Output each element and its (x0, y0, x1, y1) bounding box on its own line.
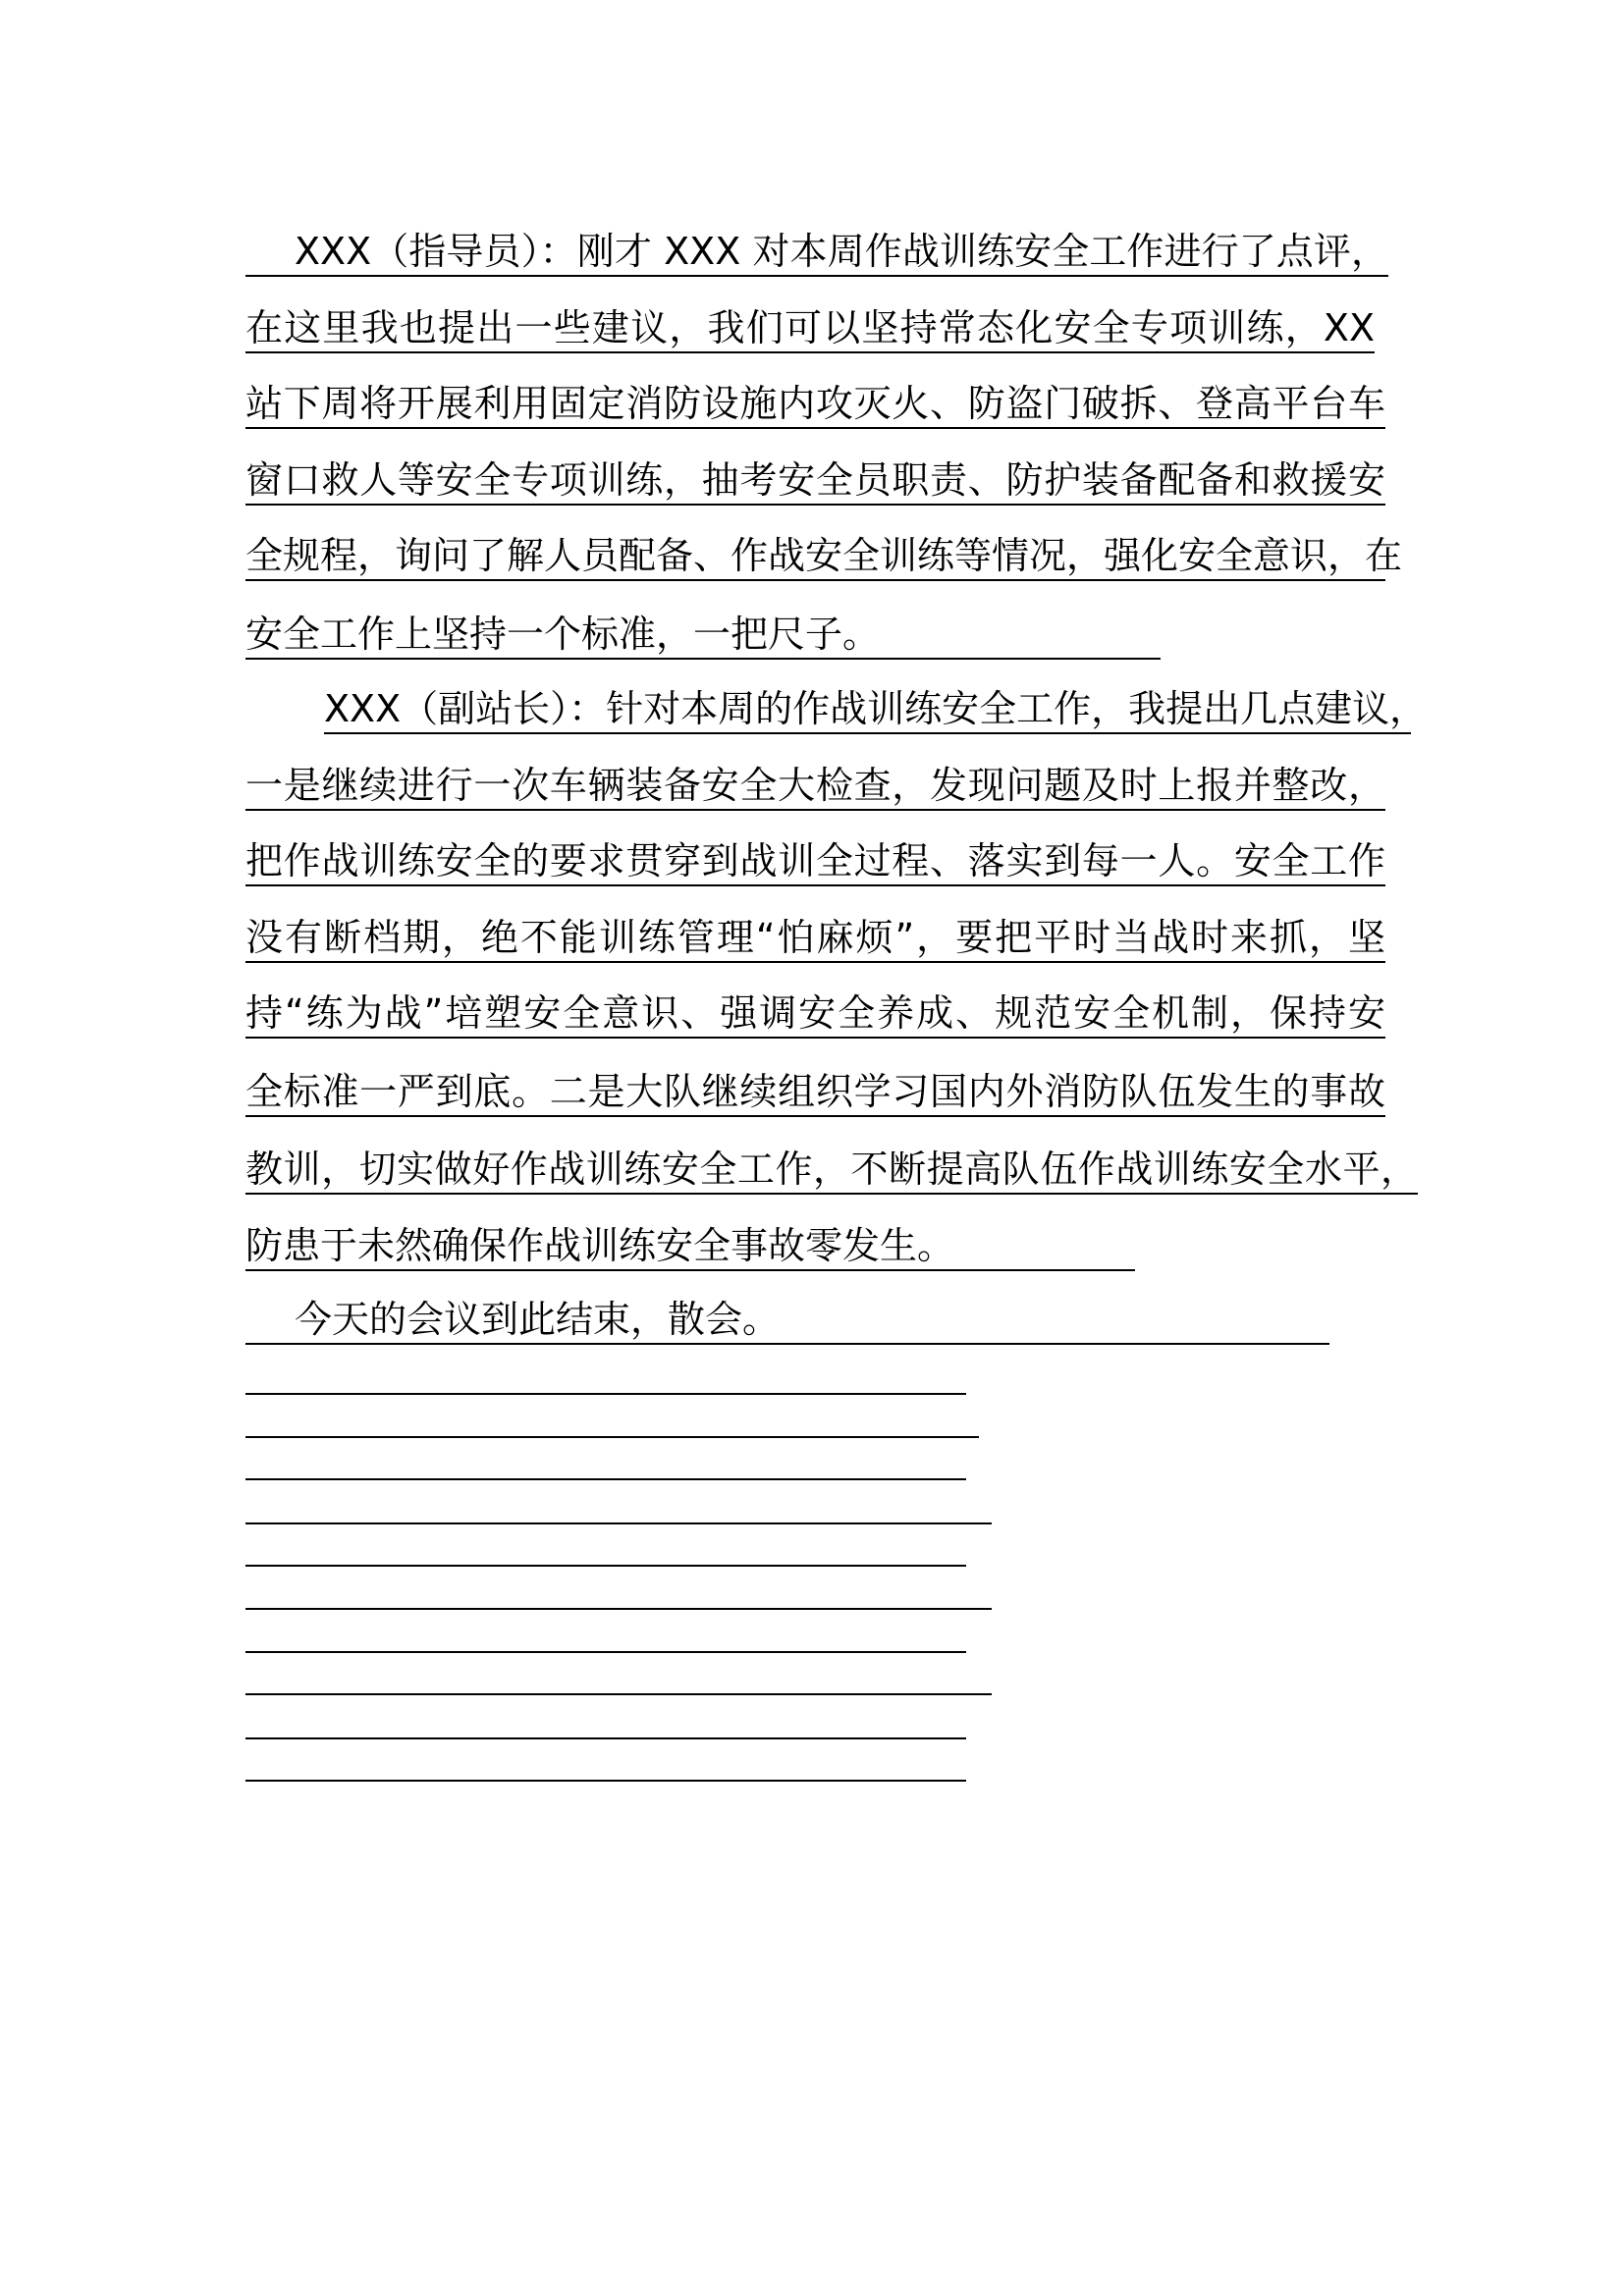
blank-underline (245, 1478, 966, 1480)
paragraph1-line: XXX（指导员）：刚才 XXX 对本周作战训练安全工作进行了点评， (245, 226, 1388, 277)
blank-underline (245, 1737, 966, 1739)
blank-underline (245, 1393, 966, 1395)
blank-underline (245, 1565, 966, 1567)
closing-line: 今天的会议到此结束，散会。 (245, 1294, 1329, 1345)
paragraph2-line: XXX（副站长）：针对本周的作战训练安全工作，我提出几点建议， (324, 683, 1411, 734)
paragraph2-line: 教训，切实做好作战训练安全工作，不断提高队伍作战训练安全水平， (245, 1144, 1418, 1195)
blank-underline (245, 1522, 992, 1524)
blank-underline (245, 1693, 992, 1695)
paragraph2-line: 持“练为战”培塑安全意识、强调安全养成、规范安全机制，保持安 (245, 988, 1385, 1039)
paragraph1-line: 全规程，询问了解人员配备、作战安全训练等情况，强化安全意识，在 (245, 530, 1385, 581)
paragraph2-line: 没有断档期，绝不能训练管理“怕麻烦”，要把平时当战时来抓，坚 (245, 912, 1385, 963)
paragraph2-line: 全标准一严到底。二是大队继续组织学习国内外消防队伍发生的事故 (245, 1066, 1385, 1117)
paragraph1-line: 窗口救人等安全专项训练，抽考安全员职责、防护装备配备和救援安 (245, 454, 1385, 506)
paragraph1-line: 安全工作上坚持一个标准，一把尺子。 (245, 609, 1161, 660)
paragraph2-line: 防患于未然确保作战训练安全事故零发生。 (245, 1220, 1135, 1271)
blank-underline (245, 1780, 966, 1782)
paragraph1-line: 站下周将开展利用固定消防设施内攻灭火、防盗门破拆、登高平台车 (245, 378, 1385, 429)
paragraph1-line: 在这里我也提出一些建议，我们可以坚持常态化安全专项训练，XX (245, 302, 1375, 353)
blank-underline (245, 1608, 992, 1610)
blank-underline (245, 1651, 966, 1653)
paragraph2-line: 一是继续进行一次车辆装备安全大检查，发现问题及时上报并整改， (245, 760, 1385, 811)
blank-underline (245, 1436, 979, 1438)
paragraph2-line: 把作战训练安全的要求贯穿到战训全过程、落实到每一人。安全工作 (245, 835, 1385, 886)
